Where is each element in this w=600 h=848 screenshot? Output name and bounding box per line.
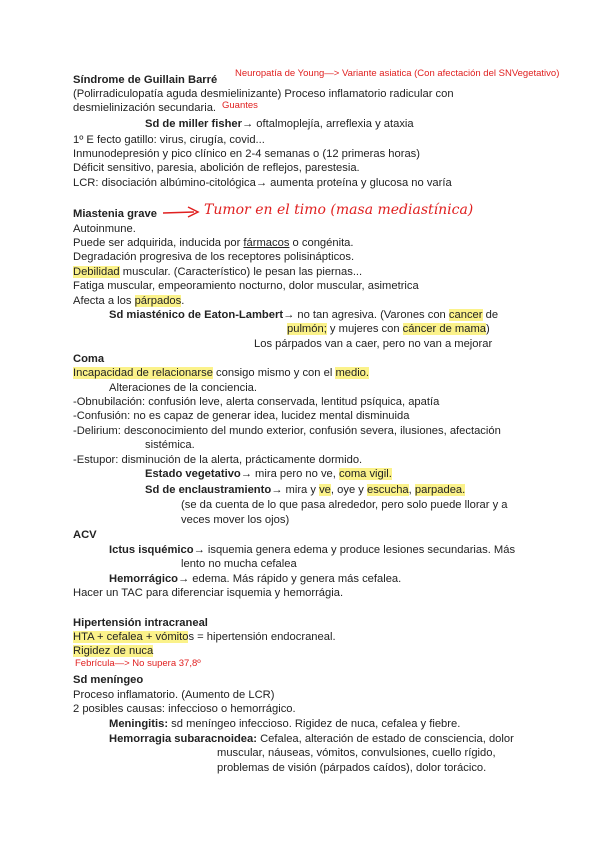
subheading-meningitis: Meningitis: sd meníngeo infeccioso. Rigidez de nuca, cefalea y fiebre. — [109, 718, 461, 730]
text-line: Alteraciones de la conciencia. — [109, 382, 258, 394]
text-line: Degradación progresiva de los receptores polisinápticos. — [73, 251, 355, 263]
text-line: LCR: disociación albúmino-citológica→ aumenta proteína y glucosa no varía — [73, 177, 452, 189]
text-line: 2 posibles causas: infeccioso o hemorrágico. — [73, 703, 296, 715]
text-line: Déficit sensitivo, paresia, abolición de reflejos, parestesia. — [73, 162, 360, 174]
text-line: Rigidez de nuca — [73, 645, 154, 657]
text-line: (se da cuenta de lo que pasa alrededor, pero solo puede llorar y a — [181, 499, 508, 511]
text-line: Los párpados van a caer, pero no van a mejorar — [254, 338, 493, 350]
handwritten-note-guantes: Guantes — [222, 100, 258, 111]
text-line: HTA + cefalea + vómitos = hipertensión endocraneal. — [73, 631, 336, 643]
text-line: desmielinización secundaria. — [73, 102, 217, 114]
section-title-coma: Coma — [73, 353, 105, 365]
text-line: -Estupor: disminución de la alerta, prácticamente dormido. — [73, 454, 363, 466]
text-line: Hacer un TAC para diferenciar isquemia y hemorrágia. — [73, 587, 344, 599]
text-line: muscular, náuseas, vómitos, convulsiones, cuello rígido, — [217, 747, 496, 759]
text-line: Debilidad muscular. (Característico) le pesan las piernas... — [73, 266, 363, 278]
text-line: Puede ser adquirida, inducida por fármacos o congénita. — [73, 237, 354, 249]
text-line: Proceso inflamatorio. (Aumento de LCR) — [73, 689, 275, 701]
text-line: veces mover los ojos) — [181, 514, 290, 526]
text-line: problemas de visión (párpados caídos), dolor torácico. — [217, 762, 487, 774]
subheading-hemorragico: Hemorrágico→ edema. Más rápido y genera más cefalea. — [109, 573, 402, 585]
text-line: Autoinmune. — [73, 223, 136, 235]
red-arrow-icon — [160, 204, 202, 220]
section-title-hipertension-intracraneal: Hipertensión intracraneal — [73, 617, 208, 629]
text-line: (Polirradiculopatía aguda desmielinizante) Proceso inflamatorio radicular con — [73, 88, 454, 100]
text-line: -Obnubilación: confusión leve, alerta conservada, lentitud psíquica, apatía — [73, 396, 440, 408]
section-title-miastenia: Miastenia grave — [73, 208, 157, 220]
subheading-estado-vegetativo: Estado vegetativo→ mira pero no ve, coma vigil. — [145, 468, 392, 480]
text-line: Incapacidad de relacionarse consigo mismo y con el medio. — [73, 367, 370, 379]
subheading-eaton-lambert: Sd miasténico de Eaton-Lambert→ no tan agresiva. (Varones con cancer de — [109, 309, 499, 321]
handwritten-note-timo: Tumor en el timo (masa mediastínica) — [204, 202, 474, 218]
subheading-miller-fisher: Sd de miller fisher→ oftalmoplejía, arreflexia y ataxia — [145, 118, 414, 130]
text-line: pulmón; y mujeres con cáncer de mama) — [287, 323, 490, 335]
text-line: -Delirium: desconocimiento del mundo exterior, confusión severa, ilusiones, afectación — [73, 425, 501, 437]
section-title-acv: ACV — [73, 529, 97, 541]
text-line: -Confusión: no es capaz de generar idea, lucidez mental disminuida — [73, 410, 410, 422]
text-line: lento no mucha cefalea — [181, 558, 297, 570]
section-title-guillain-barre: Síndrome de Guillain Barré — [73, 74, 218, 86]
text-line: Inmunodepresión y pico clínico en 2-4 semanas o (12 primeras horas) — [73, 148, 420, 160]
subheading-hemorragia-subaracnoidea: Hemorragia subaracnoidea: Cefalea, alteración de estado de consciencia, dolor — [109, 733, 514, 745]
subheading-ictus-isquemico: Ictus isquémico→ isquemia genera edema y produce lesiones secundarias. Más — [109, 544, 516, 556]
section-title-sd-meningeo: Sd meníngeo — [73, 674, 144, 686]
text-line: 1º E fecto gatillo: virus, cirugía, covid... — [73, 134, 265, 146]
handwritten-note-febricula: Febrícula—> No supera 37,8º — [75, 658, 201, 669]
subheading-enclaustramiento: Sd de enclaustramiento→ mira y ve, oye y escucha, parpadea. — [145, 484, 466, 496]
text-line: Afecta a los párpados. — [73, 295, 185, 307]
text-line: sistémica. — [145, 439, 195, 451]
text-line: Fatiga muscular, empeoramiento nocturno, dolor muscular, asimetrica — [73, 280, 419, 292]
handwritten-note-young: Neuropatía de Young—> Variante asiatica (Con afectación del SNVegetativo) — [235, 68, 560, 79]
